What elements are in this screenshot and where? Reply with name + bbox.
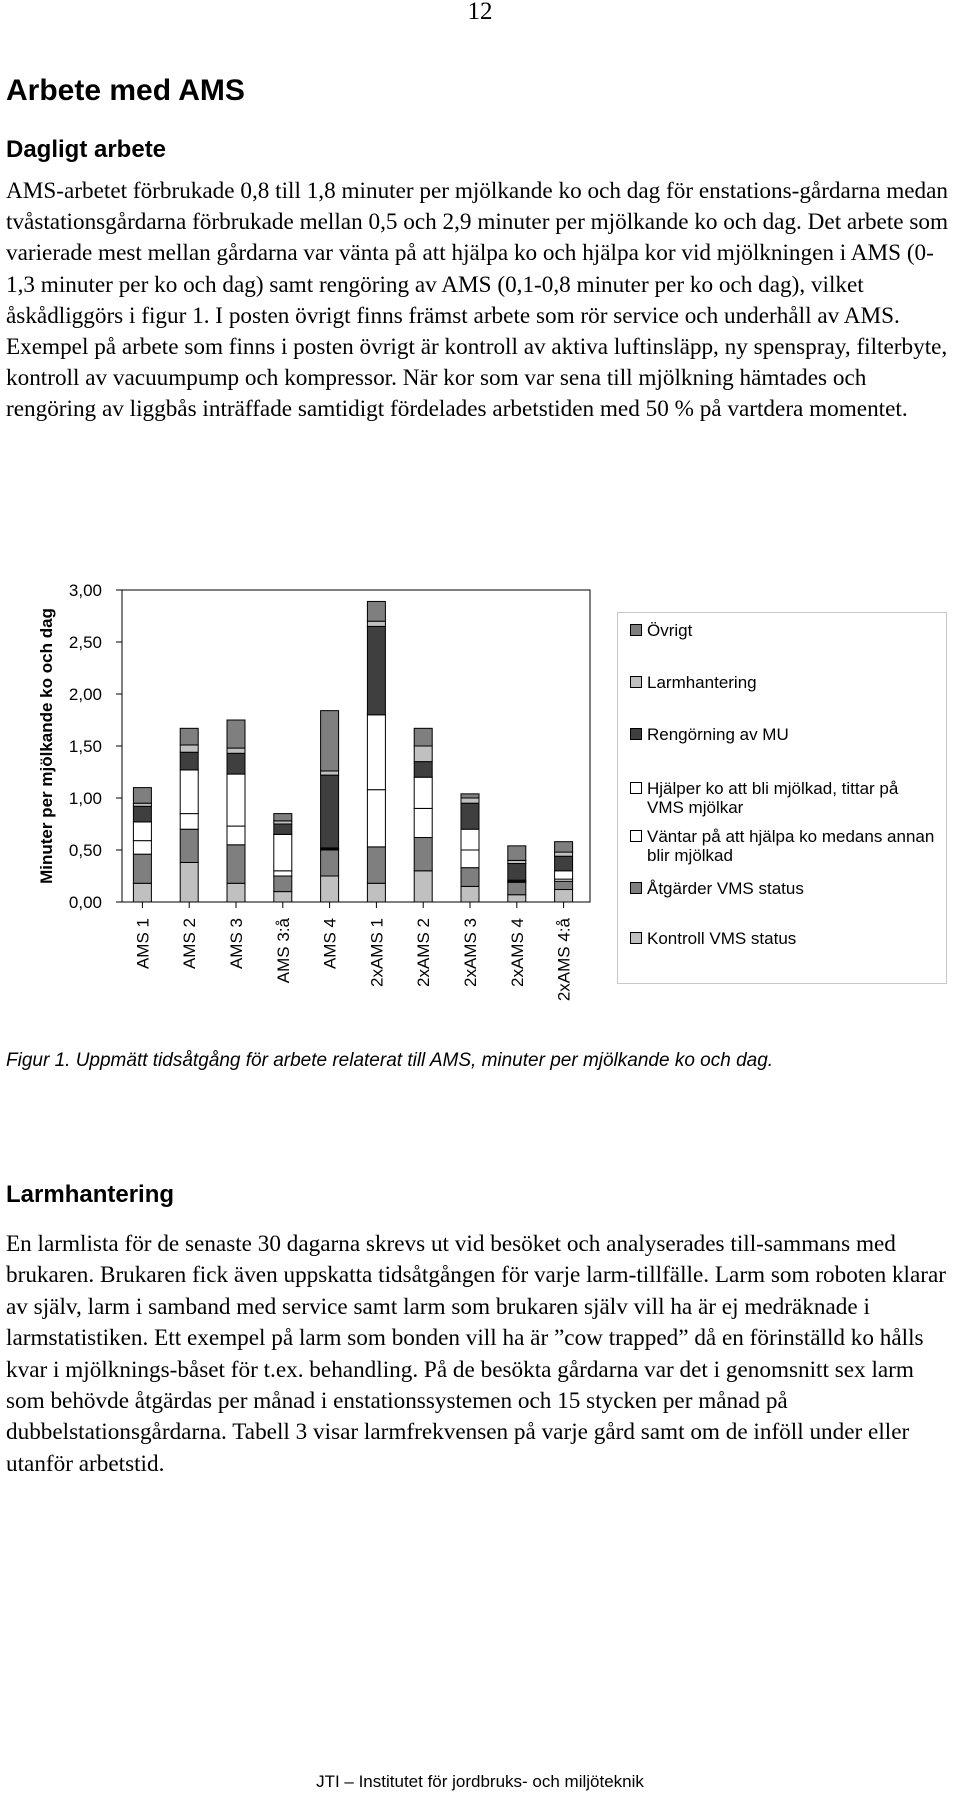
bar-segment [367,715,385,790]
bar-segment [414,728,432,746]
bar-segment [274,876,292,892]
y-axis-label: Minuter per mjölkande ko och dag [37,608,56,884]
bar-segment [367,883,385,902]
bar-segment [461,886,479,902]
x-tick-label: 2xAMS 1 [367,918,387,987]
bar-segment [321,771,339,775]
bar-segment [555,852,573,856]
y-tick-label: 0,00 [68,893,102,912]
page-footer: JTI – Institutet för jordbruks- och miljöteknik [316,1772,644,1791]
bar-segment [227,845,245,883]
legend-label: Åtgärder VMS status [647,879,804,898]
bar-segment [414,746,432,762]
y-tick-label: 0,50 [68,841,102,860]
legend-swatch [630,882,642,894]
bar-segment [508,895,526,902]
legend-label: Övrigt [647,621,693,640]
legend-label: Väntar på att hjälpa ko medans annan blir mjölkad [647,827,935,865]
stacked-bar-chart [0,560,960,1040]
bar-segment [555,890,573,902]
section-subtitle: Dagligt arbete [6,136,167,163]
legend-label: Larmhantering [647,673,757,692]
x-tick-label: AMS 3:å [273,918,293,984]
legend-label: Rengörning av MU [647,725,789,744]
bar-segment [367,601,385,621]
y-tick-label: 1,00 [68,789,102,808]
body-paragraph-2: En larmlista för de senaste 30 dagarna skrevs ut vid besöket och analyserades till-sammans med brukaren. Brukaren fick även uppskatta tidsåtgången för varje larm-tillfälle. Larm som roboten klarar av själv, larm i samband med service samt larm som brukaren själv vill ha är ej medräknade i larmstatistiken. Ett exempel på larm som bonden vill ha är ”cow trapped” då en förinställd ko hålls kvar i mjölknings-båset för t.ex. behandling. På de besökta gårdarna var det i genomsnitt sex larm som behövde åtgärdas per månad i enstationssystemen och 15 stycken per månad på dubbelstationsgårdarna. Tabell 3 visar larmfrekvensen på varje gård samt om de inföll under eller utanför arbetstid. [6,1231,947,1477]
x-tick-label: AMS 3 [227,918,246,970]
bar-segment [180,728,198,745]
bar-segment [180,745,198,752]
bar-segment [180,770,198,814]
bar-segment [555,871,573,879]
bar-segment [367,621,385,626]
bar-segment [133,883,151,902]
bar-segment [508,846,526,861]
bar-segment [508,882,526,894]
x-tick-label: AMS 1 [133,918,153,970]
page-number: 12 [467,0,493,25]
bar-segment [367,790,385,847]
bar-segment [461,794,479,798]
bar-segment [274,892,292,902]
y-tick-label: 2,50 [68,633,102,652]
bar-segment [414,777,432,808]
legend-swatch [630,624,642,636]
x-tick-label: 2xAMS 3 [461,918,480,987]
bar-segment [555,842,573,852]
y-tick-label: 1,50 [68,737,102,756]
bar-segment [227,748,245,753]
chart-legend [617,612,947,984]
y-tick-label: 3,00 [68,581,102,600]
bar-segment [227,826,245,845]
bar-segment [414,871,432,902]
x-tick-label: 2xAMS 4:å [554,918,574,1002]
bar-segment [133,788,151,804]
bar-segment [274,824,292,834]
bar-segment [461,829,479,850]
legend-swatch [630,728,642,740]
bar-segment [508,864,526,881]
legend-swatch [630,782,642,794]
bar-segment [414,808,432,837]
x-tick-label: 2xAMS 2 [414,918,434,987]
bar-segment [180,862,198,902]
body-paragraph-1: AMS-arbetet förbrukade 0,8 till 1,8 minuter per mjölkande ko och dag för enstations-gårdarna medan tvåstationsgårdarna förbrukade mellan 0,5 och 2,9 minuter per mjölkande ko och dag. Det arbete som varierade mest mellan gårdarna var vänta på att hjälpa ko och hjälpa kor vid mjölkningen i AMS (0-1,3 minuter per ko och dag) samt rengöring av AMS (0,1-0,8 minuter per ko och dag), vilket åskådliggörs i figur 1. I posten övrigt finns främst arbete som rör service och underhåll av AMS. Exempel på arbete som finns i posten övrigt är kontroll av aktiva luftinsläpp, ny spenspray, filterbyte, kontroll av vacuumpump och kompressor. När kor som var sena till mjölkning hämtades och rengöring av liggbås inträffade samtidigt fördelades arbetstiden med 50 % på vartdera momentet. [6,178,949,423]
bar-segment [227,883,245,902]
bar-segment [367,847,385,883]
bar-segment [461,798,479,803]
bar-segment [180,814,198,830]
bar-segment [133,822,151,841]
bar-segment [414,838,432,871]
bar-segment [227,774,245,826]
x-tick-label: 2xAMS 4 [507,918,527,987]
bar-segment [461,850,479,868]
bar-segment [321,876,339,902]
bar-segment [227,753,245,774]
bar-segment [133,854,151,883]
bar-segment [321,775,339,848]
bar-segment [367,626,385,714]
bar-segment [321,711,339,771]
bar-segment [274,834,292,870]
section-title: Arbete med AMS [6,74,245,107]
bar-segment [555,881,573,889]
bar-segment [321,850,339,876]
bar-segment [461,868,479,887]
bar-segment [555,856,573,871]
bar-segment [274,814,292,821]
y-tick-label: 2,00 [68,685,102,704]
legend-label: Kontroll VMS status [647,929,797,948]
bar-segment [180,752,198,770]
figure-caption: Figur 1. Uppmätt tidsåtgång för arbete relaterat till AMS, minuter per mjölkande ko och dag. [6,1050,774,1071]
legend-swatch [630,830,642,842]
section-2-title: Larmhantering [6,1181,175,1208]
legend-label: Hjälper ko att bli mjölkad, tittar på VMS mjölkar [647,779,899,817]
bar-segment [414,762,432,778]
bar-segment [133,806,151,822]
bar-segment [180,829,198,862]
legend-swatch [630,932,642,944]
bar-segment [227,720,245,748]
bar-segment [274,871,292,876]
x-tick-label: AMS 4 [320,918,340,970]
legend-swatch [630,676,642,688]
bar-segment [133,841,151,855]
x-tick-label: AMS 2 [180,918,200,970]
bar-segment [461,803,479,829]
